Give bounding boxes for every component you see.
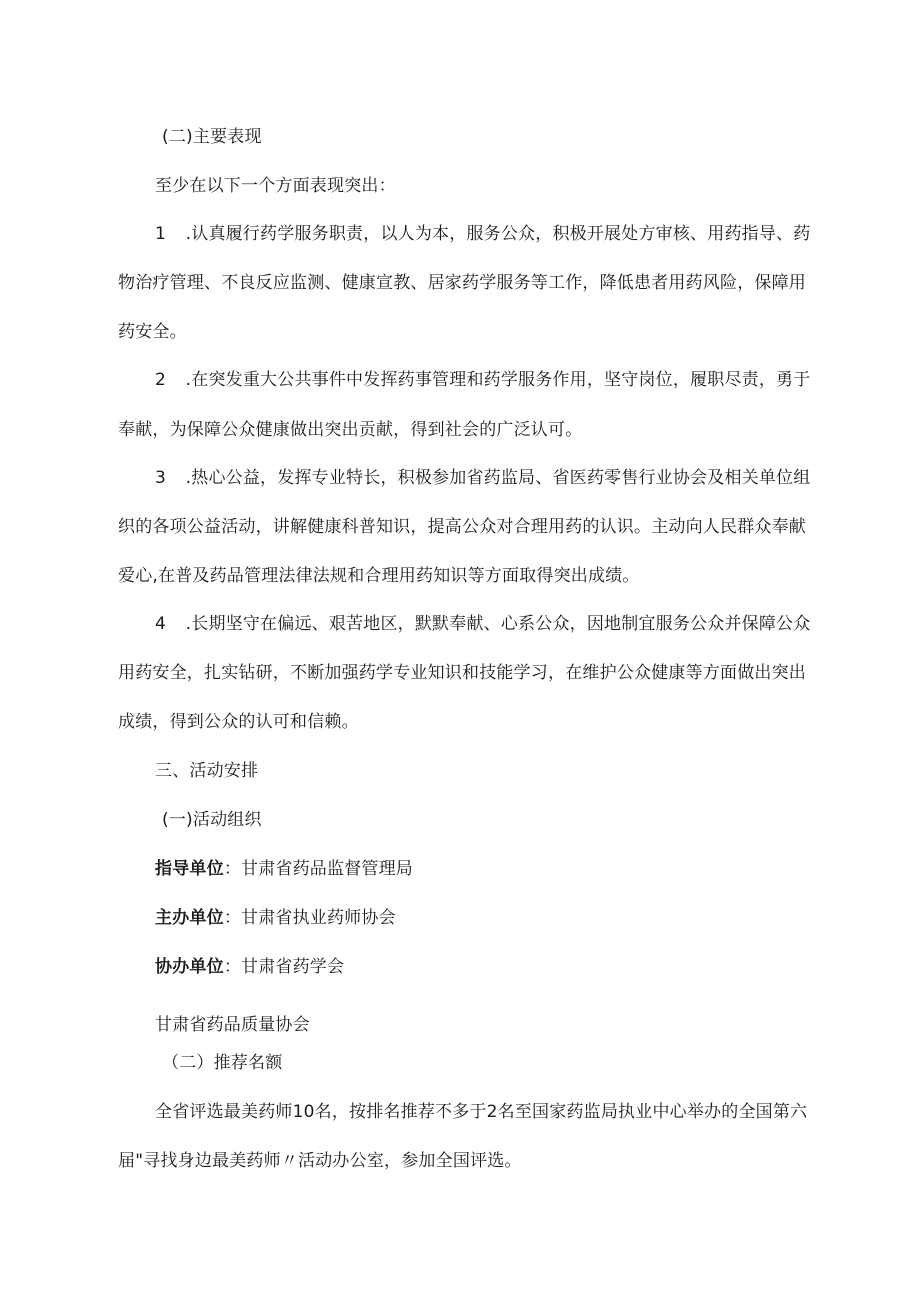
- list-item-2-line-2: 奉献，为保障公众健康做出突出贡献，得到社会的广泛认可。: [118, 420, 583, 440]
- list-item-4-line-3: 成绩，得到公众的认可和信赖。: [118, 712, 359, 732]
- list-item-1-line-1: [155, 222, 810, 246]
- list-item-text: .长期坚守在偏远、艰苦地区，默默奉献、心系公众，因地制宜服务公众并保障公众: [185, 614, 811, 634]
- list-item-text: .热心公益，发挥专业特长，积极参加省药监局、省医药零售行业协会及相关单位组: [185, 468, 811, 488]
- intro-text: 至少在以下一个方面表现突出：: [155, 176, 396, 196]
- subsection-heading-organization: (一)活动组织: [162, 810, 262, 830]
- host-unit-value: ：甘肃省执业药师协会: [223, 908, 396, 928]
- list-item-3-line-3: 爱心,在普及药品管理法律法规和合理用药知识等方面取得突出成绩。: [118, 566, 640, 586]
- list-item-number: 4: [155, 614, 167, 634]
- list-item-4-line-2: 用药安全，扎实钻研，不断加强药学专业知识和技能学习，在维护公众健康等方面做出突出: [118, 663, 806, 683]
- host-unit-row: [155, 906, 396, 930]
- co-unit-label: 协办单位: [155, 957, 224, 977]
- list-item-4-line-1: [155, 612, 810, 636]
- list-item-text: .在突发重大公共事件中发挥药事管理和药学服务作用，坚守岗位，履职尽责，勇于: [185, 370, 811, 390]
- list-item-3-line-2: 织的各项公益活动，讲解健康科普知识，提高公众对合理用药的认识。主动向人民群众奉献: [118, 517, 806, 537]
- co-unit-value: ：甘肃省药学会: [223, 957, 345, 977]
- section-heading: (二)主要表现: [162, 127, 262, 147]
- list-item-number: 2: [155, 370, 167, 390]
- list-item-1-line-2: 物治疗管理、不良反应监测、健康宣教、居家药学服务等工作，降低患者用药风险，保障用: [118, 273, 806, 293]
- list-item-number: 3: [155, 468, 167, 488]
- guide-unit-row: [155, 857, 413, 881]
- quota-line-2: 届"寻找身边最美药师〃活动办公室，参加全国评选。: [118, 1151, 522, 1171]
- guide-unit-value: ：甘肃省药品监督管理局: [223, 859, 414, 879]
- quota-line-1: 全省评选最美药师10名，按排名推荐不多于2名至国家药监局执业中心举办的全国第六: [155, 1102, 808, 1122]
- list-item-1-line-3: 药安全。: [118, 322, 187, 342]
- section-3-heading: 三、活动安排: [155, 761, 259, 781]
- subsection-heading-quota: （二）推荐名额: [162, 1053, 283, 1073]
- co-unit-row: [155, 955, 344, 979]
- list-item-text: .认真履行药学服务职责，以人为本，服务公众，积极开展处方审核、用药指导、药: [185, 224, 811, 244]
- guide-unit-label: 指导单位: [155, 859, 224, 879]
- list-item-number: 1: [155, 224, 167, 244]
- host-unit-label: 主办单位: [155, 908, 224, 928]
- co-unit-extra: 甘肃省药品质量协会: [155, 1015, 310, 1035]
- list-item-3-line-1: [155, 466, 810, 490]
- list-item-2-line-1: [155, 368, 810, 392]
